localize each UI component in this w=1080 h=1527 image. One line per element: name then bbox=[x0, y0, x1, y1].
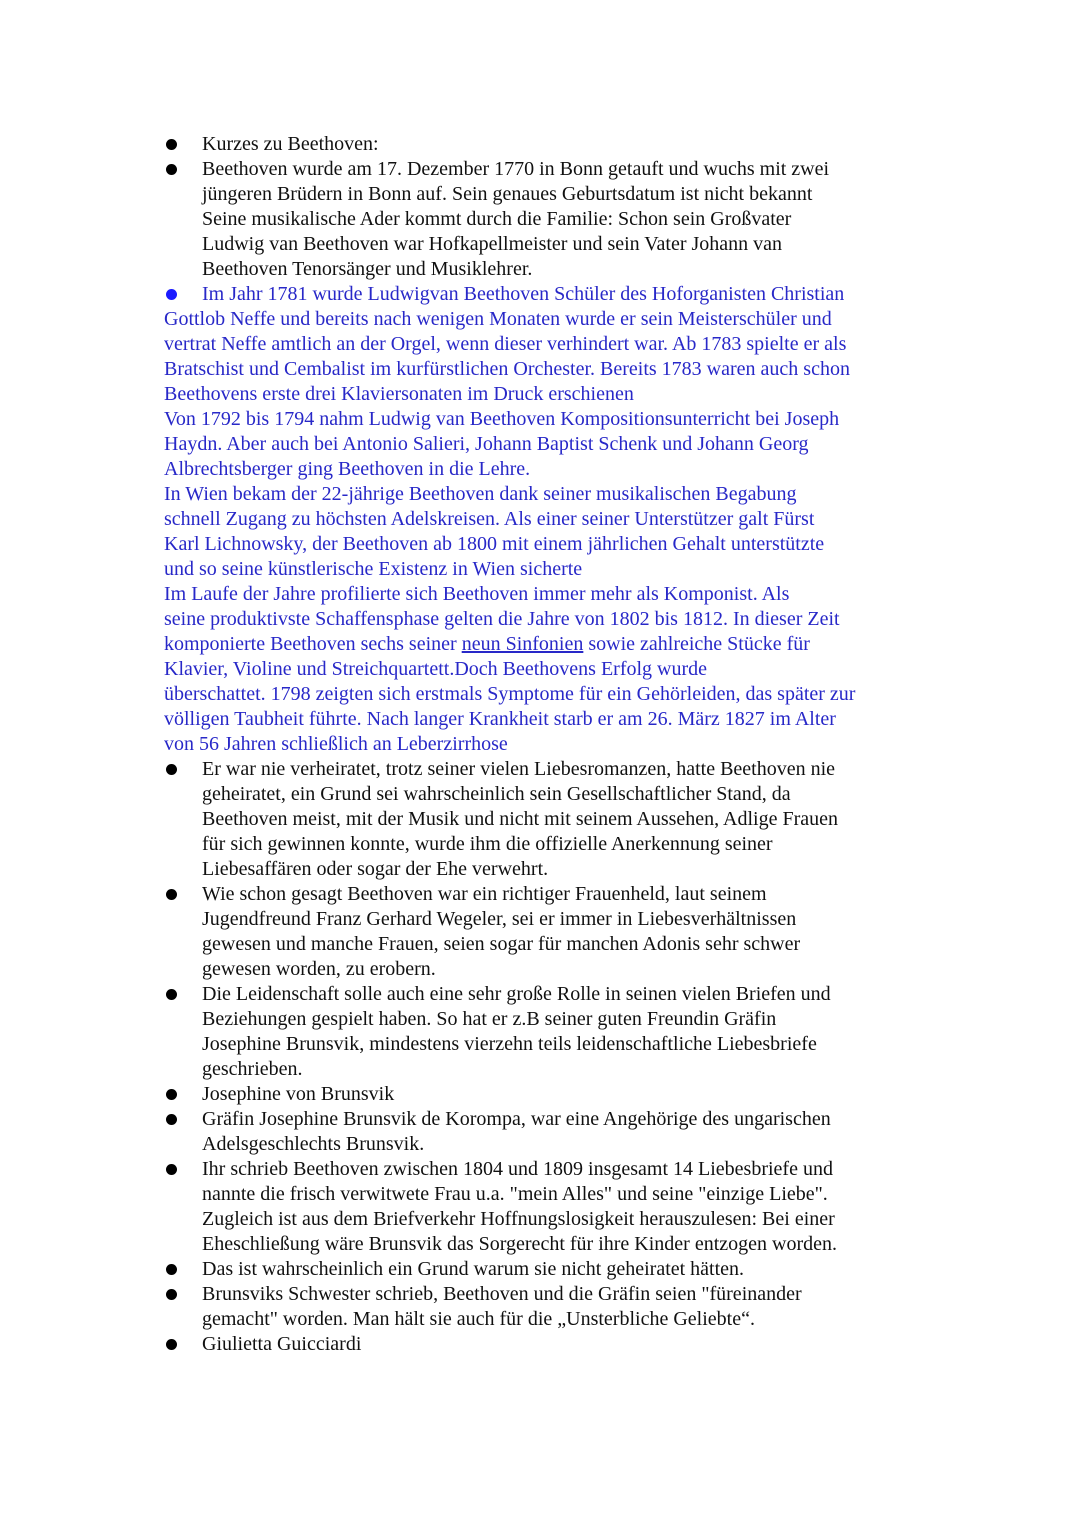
text-line: gemacht" worden. Man hält sie auch für die „Unsterbliche Geliebte“. bbox=[202, 1308, 755, 1330]
text-line: und so seine künstlerische Existenz in Wien sicherte bbox=[164, 558, 583, 580]
text-line: Adelsgeschlechts Brunsvik. bbox=[202, 1133, 425, 1155]
bullet-icon bbox=[166, 1264, 177, 1275]
text-line: Die Leidenschaft solle auch eine sehr große Rolle in seinen vielen Briefen und bbox=[202, 983, 831, 1005]
text-line: geheiratet, ein Grund sei wahrscheinlich sein Gesellschaftlicher Stand, da bbox=[202, 783, 791, 805]
text-line: Gottlob Neffe und bereits nach wenigen Monaten wurde er sein Meisterschüler und bbox=[164, 308, 832, 330]
bullet-icon bbox=[166, 289, 177, 300]
text-line: Beethoven meist, mit der Musik und nicht mit seinem Aussehen, Adlige Frauen bbox=[202, 808, 839, 830]
text-line: Ihr schrieb Beethoven zwischen 1804 und 1809 insgesamt 14 Liebesbriefe und bbox=[202, 1158, 833, 1180]
text-line: Er war nie verheiratet, trotz seiner vielen Liebesromanzen, hatte Beethoven nie bbox=[202, 758, 836, 780]
text-line: Beethoven wurde am 17. Dezember 1770 in Bonn getauft und wuchs mit zwei bbox=[202, 158, 830, 180]
text-line: Wie schon gesagt Beethoven war ein richtiger Frauenheld, laut seinem bbox=[202, 883, 767, 905]
text-line: Josephine Brunsvik, mindestens vierzehn teils leidenschaftliche Liebesbriefe bbox=[202, 1033, 817, 1055]
text-line: völligen Taubheit führte. Nach langer Krankheit starb er am 26. März 1827 im Alter bbox=[164, 708, 836, 730]
text-line: seine produktivste Schaffensphase gelten die Jahre von 1802 bis 1812. In dieser Zeit bbox=[164, 608, 840, 630]
bullet-icon bbox=[166, 1164, 177, 1175]
list-item bbox=[164, 882, 934, 982]
text-line: Liebesaffären oder sogar der Ehe verwehrt. bbox=[202, 858, 549, 880]
text-line: jüngeren Brüdern in Bonn auf. Sein genaues Geburtsdatum ist nicht bekannt bbox=[202, 183, 813, 205]
text-line: Ludwig van Beethoven war Hofkapellmeister und sein Vater Johann van bbox=[202, 233, 783, 255]
text-line: nannte die frisch verwitwete Frau u.a. "mein Alles" und seine "einzige Liebe". bbox=[202, 1183, 828, 1205]
text-line: vertrat Neffe amtlich an der Orgel, wenn dieser verhindert war. Ab 1783 spielte er als bbox=[164, 333, 847, 355]
text-line: Im Jahr 1781 wurde Ludwigvan Beethoven Schüler des Hoforganisten Christian bbox=[202, 283, 845, 305]
text-line: für sich gewinnen konnte, wurde ihm die offizielle Anerkennung seiner bbox=[202, 833, 773, 855]
bullet-icon bbox=[166, 1089, 177, 1100]
text-line: Beziehungen gespielt haben. So hat er z.B seiner guten Freundin Gräfin bbox=[202, 1008, 777, 1030]
text-line: Karl Lichnowsky, der Beethoven ab 1800 mit einem jährlichen Gehalt unterstützte bbox=[164, 533, 825, 555]
bullet-icon bbox=[166, 989, 177, 1000]
text-line: geschrieben. bbox=[202, 1058, 303, 1080]
text-line: Im Laufe der Jahre profilierte sich Beethoven immer mehr als Komponist. Als bbox=[164, 583, 790, 605]
text-line: Haydn. Aber auch bei Antonio Salieri, Johann Baptist Schenk und Johann Georg bbox=[164, 433, 809, 455]
text-line: Albrechtsberger ging Beethoven in die Lehre. bbox=[164, 458, 531, 480]
text-line: Bratschist und Cembalist im kurfürstlichen Orchester. Bereits 1783 waren auch schon bbox=[164, 358, 850, 380]
text-line: gewesen und manche Frauen, seien sogar für manchen Adonis sehr schwer bbox=[202, 933, 801, 955]
list-item bbox=[164, 982, 934, 1082]
text-line: gewesen worden, zu erobern. bbox=[202, 958, 436, 980]
text-line bbox=[164, 632, 934, 657]
blue-paragraph bbox=[164, 282, 934, 757]
list-item bbox=[164, 757, 934, 882]
bullet-icon bbox=[166, 139, 177, 150]
text-line: Klavier, Violine und Streichquartett.Doch Beethovens Erfolg wurde bbox=[164, 658, 708, 680]
bullet-list bbox=[164, 132, 934, 1357]
list-item bbox=[164, 1157, 934, 1257]
bullet-icon bbox=[166, 889, 177, 900]
text-line: Kurzes zu Beethoven: bbox=[202, 133, 379, 155]
text-segment: sowie zahlreiche Stücke für bbox=[583, 633, 810, 655]
bullet-icon bbox=[166, 1289, 177, 1300]
text-line: Seine musikalische Ader kommt durch die Familie: Schon sein Großvater bbox=[202, 208, 792, 230]
list-item bbox=[164, 1282, 934, 1332]
text-line: Das ist wahrscheinlich ein Grund warum sie nicht geheiratet hätten. bbox=[202, 1258, 745, 1280]
list-item bbox=[164, 1332, 934, 1357]
sinfonien-link[interactable]: neun Sinfonien bbox=[461, 633, 584, 655]
text-line: Giulietta Guicciardi bbox=[202, 1333, 362, 1355]
list-item bbox=[164, 132, 934, 157]
bullet-icon bbox=[166, 1339, 177, 1350]
list-item bbox=[164, 1107, 934, 1157]
text-line: schnell Zugang zu höchsten Adelskreisen. Als einer seiner Unterstützer galt Fürst bbox=[164, 508, 815, 530]
text-line: Brunsviks Schwester schrieb, Beethoven und die Gräfin seien "füreinander bbox=[202, 1283, 802, 1305]
list-item bbox=[164, 1257, 934, 1282]
text-line: Eheschließung wäre Brunsvik das Sorgerecht für ihre Kinder entzogen worden. bbox=[202, 1233, 837, 1255]
text-line: Zugleich ist aus dem Briefverkehr Hoffnungslosigkeit herauszulesen: Bei einer bbox=[202, 1208, 835, 1230]
list-item bbox=[164, 157, 934, 282]
list-item bbox=[164, 1082, 934, 1107]
bullet-icon bbox=[166, 164, 177, 175]
text-line: Gräfin Josephine Brunsvik de Korompa, war eine Angehörige des ungarischen bbox=[202, 1108, 831, 1130]
bullet-icon bbox=[166, 1114, 177, 1125]
text-line: Beethoven Tenorsänger und Musiklehrer. bbox=[202, 258, 533, 280]
text-line: überschattet. 1798 zeigten sich erstmals Symptome für ein Gehörleiden, das später zur bbox=[164, 683, 856, 705]
text-line: Josephine von Brunsvik bbox=[202, 1083, 395, 1105]
bullet-icon bbox=[166, 764, 177, 775]
text-line: von 56 Jahren schließlich an Leberzirrhose bbox=[164, 733, 508, 755]
list-item bbox=[164, 282, 934, 307]
text-line: Jugendfreund Franz Gerhard Wegeler, sei er immer in Liebesverhältnissen bbox=[202, 908, 797, 930]
text-line: Von 1792 bis 1794 nahm Ludwig van Beethoven Kompositionsunterricht bei Joseph bbox=[164, 408, 840, 430]
text-segment: komponierte Beethoven sechs seiner bbox=[164, 633, 462, 655]
text-line: Beethovens erste drei Klaviersonaten im Druck erschienen bbox=[164, 383, 634, 405]
text-line: In Wien bekam der 22-jährige Beethoven dank seiner musikalischen Begabung bbox=[164, 483, 797, 505]
